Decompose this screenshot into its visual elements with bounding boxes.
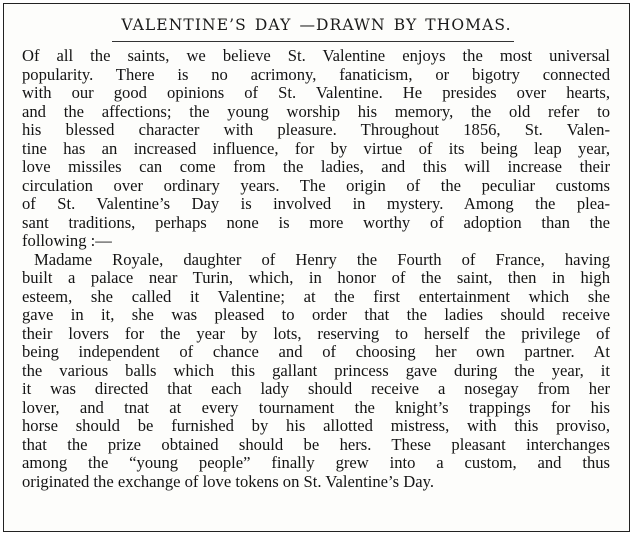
paragraph-1-line-8: circulation over ordinary years. The origin of the peculiar customs (22, 175, 610, 195)
paragraph-1-line-6: tine has an increased influence, for by virtue of its being leap year, (22, 138, 610, 158)
paragraph-2-line-13: originated the exchange of love tokens on St. Valentine’s Day. (22, 471, 434, 491)
paragraph-1-line-3: with our good opinions of St. Valentine. He presides over hearts, (22, 83, 610, 102)
paragraph-2-line-6: being independent of chance and of choosing her own partner. At (22, 342, 610, 361)
paragraph-1-line-2: popularity. There is no acrimony, fanaticism, or bigotry connected (22, 64, 610, 84)
paragraph-1-line-7: love missiles can come from the ladies, and this will increase their (22, 157, 610, 176)
article-title: VALENTINE’S DAY —DRAWN BY THOMAS. (121, 16, 512, 34)
paragraph-2-line-12: among the “young people” finally grew into a custom, and thus (22, 453, 610, 472)
paragraph-2-line-2: built a palace near Turin, which, in honor of the saint, then in high (22, 268, 610, 287)
paragraph-1-line-9: of St. Valentine’s Day is involved in mystery. Among the plea- (22, 194, 610, 213)
paragraph-2-line-8: it was directed that each lady should receive a nosegay from her (22, 379, 610, 398)
paragraph-2-line-7: the various balls which this gallant princess gave during the year, it (22, 360, 610, 380)
paragraph-2-line-1: Madame Royale, daughter of Henry the Fourth of France, having (34, 249, 610, 269)
newspaper-clipping (3, 3, 630, 532)
paragraph-1-line-11: following :— (22, 231, 112, 250)
title-rule (112, 41, 514, 42)
paragraph-1-line-5: his blessed character with pleasure. Throughout 1856, St. Valen- (22, 120, 610, 139)
paragraph-2-line-9: lover, and tnat at every tournament the knight’s trappings for his (22, 397, 610, 417)
paragraph-2-line-3: esteem, she called it Valentine; at the first entertainment which she (22, 286, 610, 306)
paragraph-2-line-10: horse should be furnished by his allotted mistress, with this proviso, (22, 416, 610, 435)
article-body (22, 47, 610, 491)
paragraph-2-line-11: that the prize obtained should be hers. These pleasant interchanges (22, 434, 610, 454)
paragraph-1-line-10: sant traditions, perhaps none is more worthy of adoption than the (22, 212, 610, 232)
paragraph-1-line-1: Of all the saints, we believe St. Valentine enjoys the most universal (22, 46, 610, 65)
paragraph-2-line-5: their lovers for the year by lots, reserving to herself the privilege of (22, 323, 610, 343)
paragraph-2-line-4: gave in it, she was pleased to order that the ladies should receive (22, 305, 610, 324)
paragraph-1-line-4: and the affections; the young worship his memory, the old refer to (22, 101, 610, 121)
